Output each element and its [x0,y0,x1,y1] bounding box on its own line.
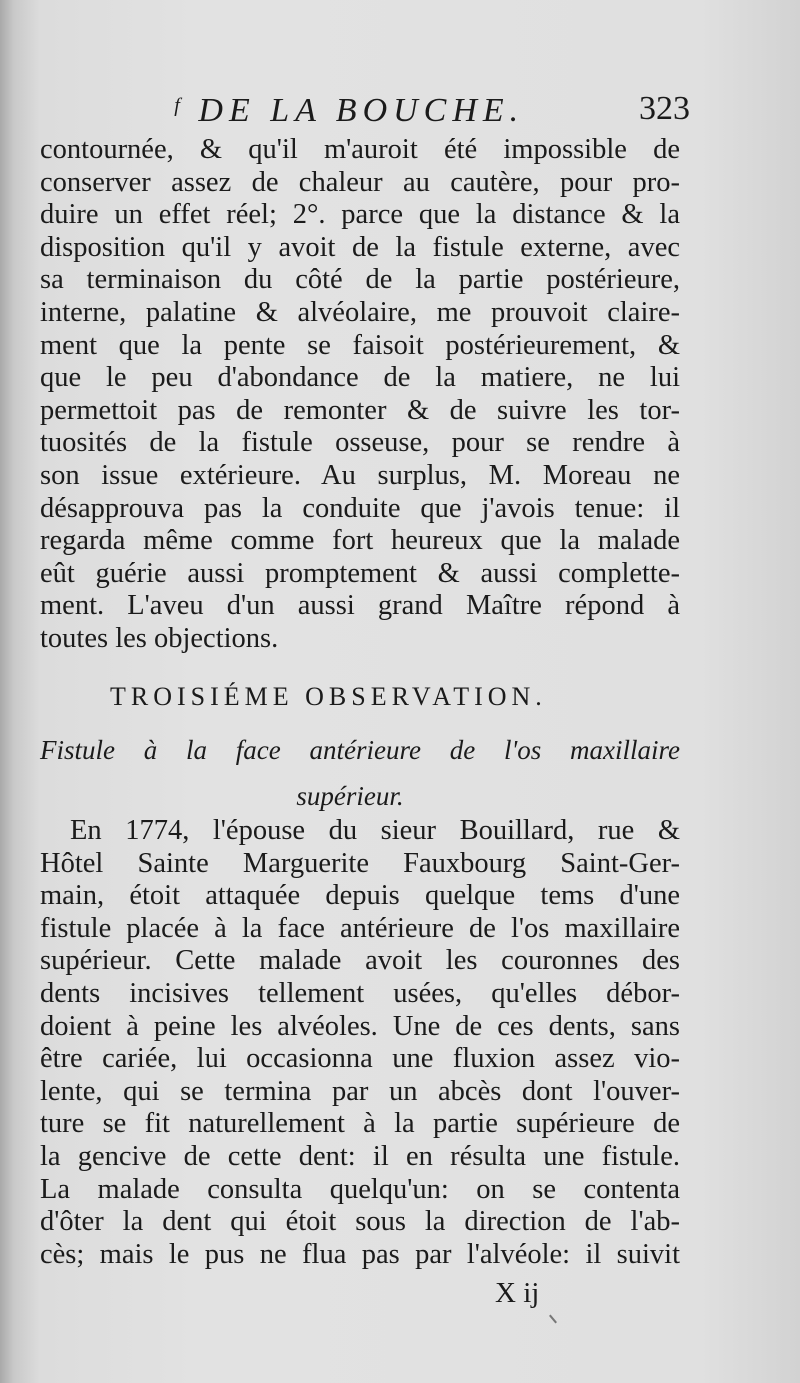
text-line: permettoit pas de remonter & de suivre les tor- [40,394,680,426]
text-line: Hôtel Sainte Marguerite Fauxbourg Saint-Ger- [40,847,680,879]
text-line: regarda même comme fort heureux que la malade [40,525,680,557]
signature-mark: X ij [495,1277,540,1309]
paragraph-observation [40,815,680,1271]
text-line: toutes les objections. [40,622,279,654]
text-line: désapprouva pas la conduite que j'avois tenue: il [40,492,680,524]
text-line: interne, palatine & alvéolaire, me prouvoit claire- [40,296,680,328]
text-line: En 1774, l'épouse du sieur Bouillard, rue & [70,815,680,846]
text-line: que le peu d'abondance de la matiere, ne lui [40,362,680,394]
text-line: ment. L'aveu d'un aussi grand Maître répond à [40,590,680,622]
paragraph-continued [40,134,680,656]
print-mark [549,1315,557,1324]
page-header [40,88,690,134]
text-line: contournée, & qu'il m'auroit été impossible de [40,134,680,165]
text-line: tuosités de la fistule osseuse, pour se rendre à [40,427,680,459]
running-title: ᶠ DE LA BOUCHE. [172,92,525,129]
text-line: La malade consulta quelqu'un: on se contenta [40,1173,680,1205]
text-line: ment que la pente se faisoit postérieurement, & [40,329,680,361]
text-line: son issue extérieure. Au surplus, M. Moreau ne [40,459,680,491]
text-line: la gencive de cette dent: il en résulta une fistule. [40,1140,680,1172]
text-line: conserver assez de chaleur au cautère, pour pro- [40,166,680,198]
text-line: duire un effet réel; 2°. parce que la distance & la [40,199,680,231]
subheading-line: Fistule à la face antérieure de l'os maxillaire [40,735,680,765]
text-line: ture se fit naturellement à la partie supérieure de [40,1108,680,1140]
page-number: 323 [639,90,690,127]
text-line: sa terminaison du côté de la partie postérieure, [40,264,680,296]
text-line: supérieur. Cette malade avoit les couronnes des [40,945,680,977]
text-line: d'ôter la dent qui étoit sous la direction de l'ab- [40,1206,680,1238]
text-line: lente, qui se termina par un abcès dont l'ouver- [40,1075,680,1107]
text-line: disposition qu'il y avoit de la fistule externe, avec [40,231,680,263]
section-heading: TROISIÉME OBSERVATION. [110,682,547,711]
text-line: main, étoit attaquée depuis quelque tems d'une [40,880,680,912]
text-line: fistule placée à la face antérieure de l'os maxillaire [40,912,680,944]
text-line: eût guérie aussi promptement & aussi complette- [40,557,680,589]
subheading-line: supérieur. [296,781,404,811]
text-line: dents incisives tellement usées, qu'elles débor- [40,977,680,1009]
text-line: doient à peine les alvéoles. Une de ces dents, sans [40,1010,680,1042]
text-line: cès; mais le pus ne flua pas par l'alvéole: il suivit [40,1238,680,1270]
subheading [40,727,680,819]
text-line: être cariée, lui occasionna une fluxion assez vio- [40,1043,680,1075]
